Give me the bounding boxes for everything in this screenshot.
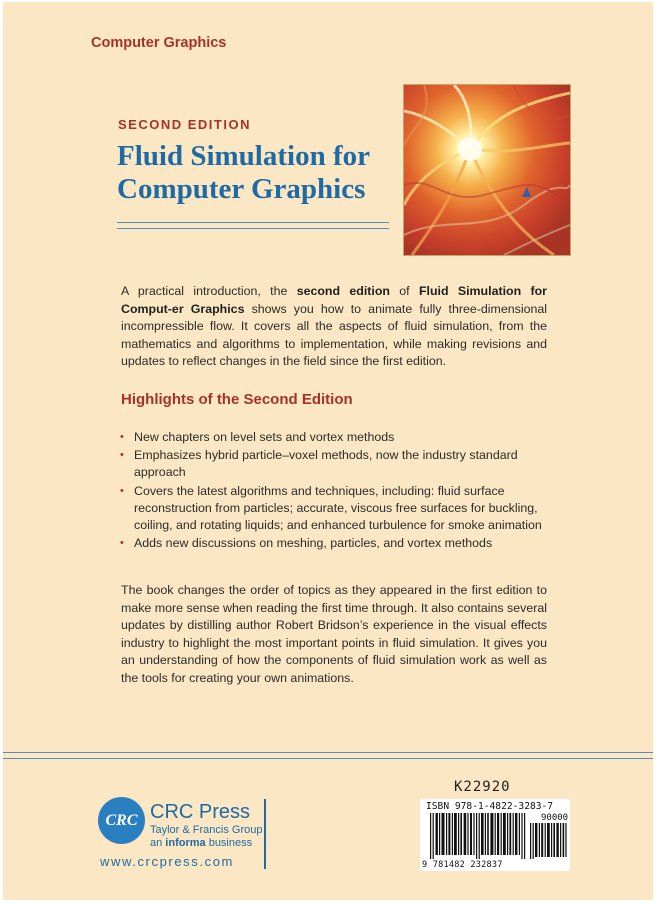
highlights-list bbox=[118, 429, 548, 553]
publisher-group bbox=[150, 824, 262, 850]
highlight-item: • Emphasizes hybrid particle–voxel methods, now the industry standard approach bbox=[118, 447, 548, 481]
publisher-divider bbox=[264, 799, 266, 869]
title-rule-top bbox=[117, 222, 389, 223]
highlight-item: • Adds new discussions on meshing, particles, and vortex methods bbox=[118, 535, 548, 552]
intro-text-2: of bbox=[389, 284, 419, 298]
intro-text-1: A practical introduction, the bbox=[121, 284, 297, 298]
series-label: Computer Graphics bbox=[91, 35, 227, 51]
publisher-url: www.crcpress.com bbox=[100, 854, 234, 869]
edition-label: SECOND EDITION bbox=[118, 117, 251, 132]
footer-rule-bottom bbox=[3, 758, 653, 759]
intro-text-3: shows you how to animate fully three-dimensional incompressible flow. It covers all the aspects of fluid simulation, from the mathematics and algorithms to implementation, while making revisions and updates to reflect changes in the field since the first edition. bbox=[121, 301, 547, 368]
business-bold: informa bbox=[165, 837, 206, 849]
book-title bbox=[117, 140, 417, 206]
intro-paragraph bbox=[121, 283, 547, 371]
highlight-item: • Covers the latest algorithms and techniques, including: fluid surface reconstruction from particles; accurate, viscous free surfaces for buckling, coiling, and rotating liquids; and enhanced turbulence for smoke animation bbox=[118, 483, 548, 534]
publisher-group-name: Taylor & Francis Group bbox=[150, 824, 263, 836]
title-rule-bottom bbox=[117, 228, 389, 229]
cover-artwork-image bbox=[403, 84, 571, 256]
intro-bold-title: Fluid Simulation for Comput-er Graphics bbox=[121, 284, 547, 316]
title-line-2: Computer Graphics bbox=[117, 173, 366, 205]
crc-logo: CRC bbox=[98, 797, 145, 844]
footer-rule-top bbox=[3, 752, 653, 753]
intro-bold-edition: second edition bbox=[296, 284, 390, 298]
business-prefix: an bbox=[150, 837, 166, 849]
isbn-barcode bbox=[420, 799, 570, 871]
business-suffix: business bbox=[205, 837, 253, 849]
catalog-code: K22920 bbox=[454, 779, 511, 795]
highlight-item: • New chapters on level sets and vortex methods bbox=[118, 429, 548, 446]
price-code: 90000 bbox=[541, 813, 569, 823]
closing-paragraph: The book changes the order of topics as they appeared in the first edition to make more sense when reading the first time through. It also contains several updates by distilling author Robert Bridson’s experience in the visual effects industry to highlight the most important points in fluid simulation. It gives you an understanding of how the components of fluid simulation work as well as the tools for creating your own animations. bbox=[121, 583, 547, 685]
publisher-name: CRC Press bbox=[150, 801, 251, 823]
publisher-business bbox=[150, 837, 262, 850]
title-line-1: Fluid Simulation for bbox=[117, 140, 370, 172]
artwork-painting bbox=[404, 85, 570, 255]
isbn-number: ISBN 978-1-4822-3283-7 bbox=[426, 801, 554, 812]
highlights-heading: Highlights of the Second Edition bbox=[121, 391, 353, 408]
ean-number: 9 781482 232837 bbox=[422, 860, 503, 870]
back-cover bbox=[3, 2, 653, 900]
